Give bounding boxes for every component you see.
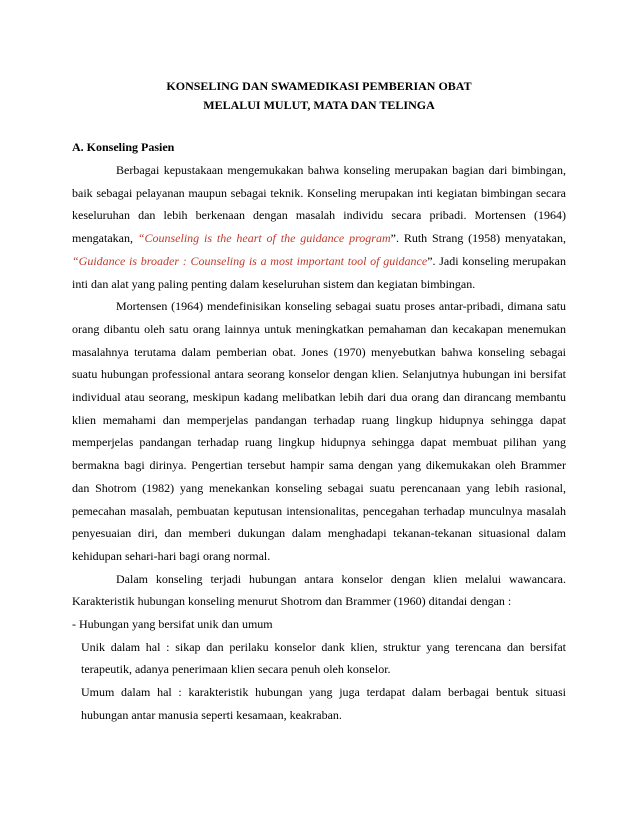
paragraph-1-text-b: ”. Ruth Strang (1958) menyatakan,: [390, 231, 566, 246]
list-item-hubungan: - Hubungan yang bersifat unik dan umum: [72, 617, 273, 632]
sub-item-umum: Umum dalam hal : karakteristik hubungan yang juga terdapat dalam berbagai bentuk situasi hubungan antar manusia seperti kesamaan, keakraban.: [81, 685, 566, 722]
paragraph-3: Dalam konseling terjadi hubungan antara konselor dengan klien melalui wawancara. Karakteristik hubungan konseling menurut Shotrom dan Brammer (1960) ditandai dengan :: [72, 571, 566, 609]
paragraph-1-text-c: ”. Jadi konseling merupakan inti dan alat yang paling penting dalam keseluruhan sistem dan kegiatan bimbingan.: [72, 253, 566, 291]
paragraph-2: Mortensen (1964) mendefinisikan konseling sebagai suatu proses antar-pribadi, dimana satu orang dibantu oleh satu orang lainnya untuk meningkatkan pemahaman dan kecakapan menemukan masalahnya terutama dalam pemberian obat. Jones (1970) menyebutkan bahwa konseling sebagai suatu hubungan professional antara seorang konselor dengan klien. Selanjutnya hubungan ini bersifat individual atau seorang, meskipun kadang melibatkan lebih dari dua orang dan dirancang membantu klien memahami dan memperjelas pandangan terhadap ruang lingkup hidupnya sehingga dapat memperjelas pandangan terhadap ruang lingkup hidupnya sehingga dapat membuat pilihan yang bermakna bagi dirinya. Pengertian tersebut hampir sama dengan yang dikemukakan oleh Brammer dan Shotrom (1982) yang menekankan konseling sebagai suatu perencanaan yang lebih rasional, pemecahan masalah, pembuatan keputusan intensionalitas, pencegahan terhadap munculnya masalah penyesuaian diri, dan memberi dukungan dalam menghadapi tekanan-tekanan situasional dalam kehidupan sehari-hari bagi orang normal.: [72, 299, 566, 563]
document-title-line-2: MELALUI MULUT, MATA DAN TELINGA: [203, 98, 435, 112]
paragraph-1-text-a: Berbagai kepustakaan mengemukakan bahwa konseling merupakan bagian dari bimbingan, baik sebagai pelayanan maupun sebagai teknik. Konseling merupakan inti kegiatan bimbingan secara keseluruhan dan lebih berkenaan dengan masalah individu secara pribadi. Mortensen (1964) mengatakan,: [72, 163, 566, 246]
document-title-line-1: KONSELING DAN SWAMEDIKASI PEMBERIAN OBAT: [166, 79, 472, 93]
sub-item-unik: Unik dalam hal : sikap dan perilaku konselor dank klien, struktur yang terencana dan bersifat terapeutik, adanya penerimaan klien secara penuh oleh konselor.: [81, 639, 566, 677]
section-heading: A. Konseling Pasien: [72, 140, 175, 154]
paragraph-1: [72, 159, 566, 295]
document-body: [72, 159, 566, 727]
quote-mortensen: “Counseling is the heart of the guidance program: [137, 231, 391, 246]
quote-strang: “Guidance is broader : Counseling is a most important tool of guidance: [72, 253, 428, 268]
